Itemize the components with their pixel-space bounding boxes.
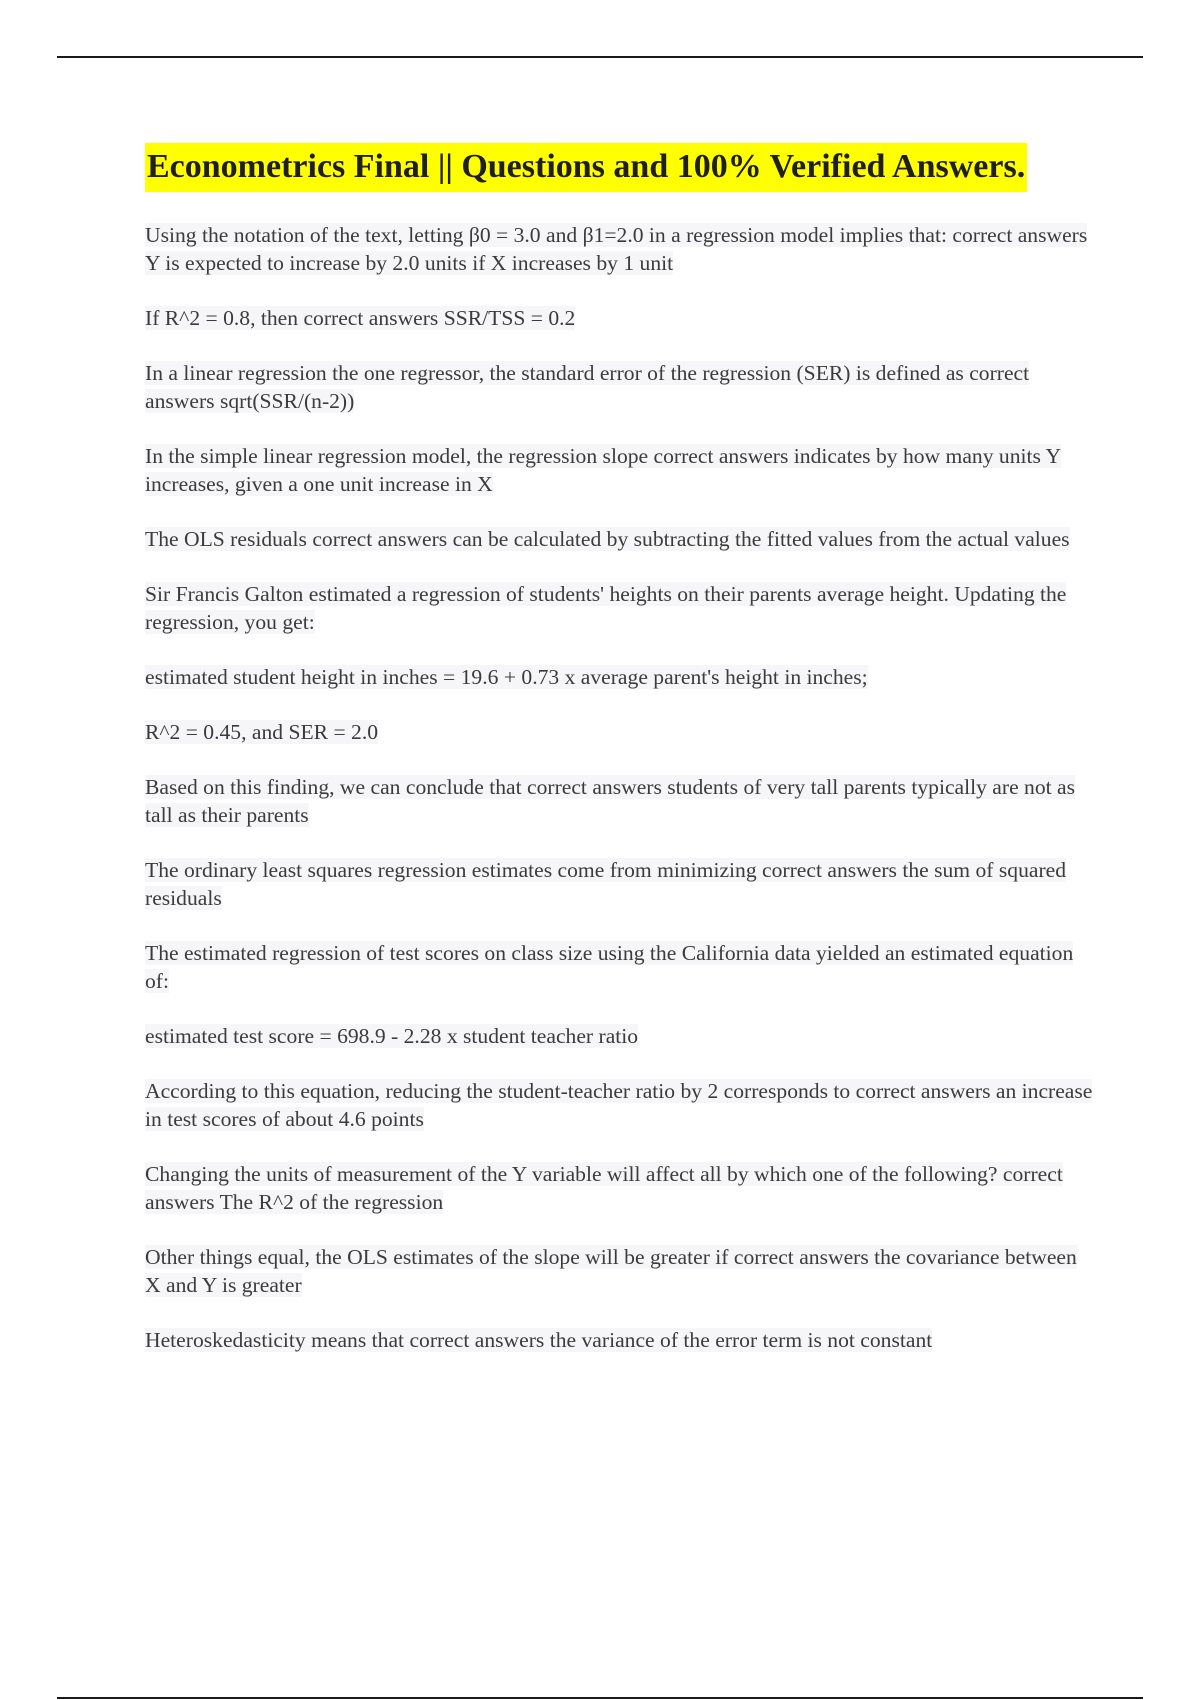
qa-list [145, 221, 1095, 1354]
bottom-horizontal-rule [57, 1697, 1143, 1699]
document-title: Econometrics Final || Questions and 100% Verified Answers. [145, 143, 1027, 192]
qa-paragraph-text: The estimated regression of test scores on class size using the California data yielded an estimated equation of: [145, 941, 1074, 994]
qa-paragraph [145, 1326, 1095, 1354]
qa-paragraph-text: Changing the units of measurement of the Y variable will affect all by which one of the following? correct answers The R^2 of the regression [145, 1162, 1063, 1215]
qa-paragraph [145, 221, 1095, 277]
qa-paragraph [145, 939, 1095, 995]
qa-paragraph-text: In a linear regression the one regressor, the standard error of the regression (SER) is defined as correct answers sqrt(SSR/(n-2)) [145, 361, 1030, 414]
qa-paragraph-text: Using the notation of the text, letting β0 = 3.0 and β1=2.0 in a regression model implies that: correct answers Y is expected to increase by 2.0 units if X increases by 1 unit [145, 223, 1088, 276]
qa-paragraph [145, 1243, 1095, 1299]
qa-paragraph-text: Other things equal, the OLS estimates of the slope will be greater if correct answers the covariance between X and Y is greater [145, 1245, 1077, 1298]
qa-paragraph-text: If R^2 = 0.8, then correct answers SSR/TSS = 0.2 [145, 306, 576, 331]
qa-paragraph [145, 580, 1095, 636]
qa-paragraph-text: In the simple linear regression model, the regression slope correct answers indicates by how many units Y increases, given a one unit increase in X [145, 444, 1062, 497]
qa-paragraph-text: Sir Francis Galton estimated a regression of students' heights on their parents average height. Updating the regression, you get: [145, 582, 1067, 635]
qa-paragraph [145, 442, 1095, 498]
qa-paragraph-text: Based on this finding, we can conclude that correct answers students of very tall parents typically are not as tall as their parents [145, 775, 1076, 828]
qa-paragraph-text: According to this equation, reducing the student-teacher ratio by 2 corresponds to correct answers an increase in test scores of about 4.6 points [145, 1079, 1093, 1132]
qa-paragraph [145, 1160, 1095, 1216]
qa-paragraph [145, 718, 1095, 746]
qa-paragraph-text: The ordinary least squares regression estimates come from minimizing correct answers the sum of squared residuals [145, 858, 1067, 911]
qa-paragraph [145, 525, 1095, 553]
qa-paragraph-text: The OLS residuals correct answers can be calculated by subtracting the fitted values from the actual values [145, 527, 1070, 552]
qa-paragraph [145, 1077, 1095, 1133]
qa-paragraph-text: estimated student height in inches = 19.6 + 0.73 x average parent's height in inches; [145, 665, 868, 690]
qa-paragraph [145, 856, 1095, 912]
qa-paragraph [145, 663, 1095, 691]
qa-paragraph [145, 359, 1095, 415]
qa-paragraph-text: estimated test score = 698.9 - 2.28 x student teacher ratio [145, 1024, 639, 1049]
qa-paragraph [145, 1022, 1095, 1050]
qa-paragraph-text: R^2 = 0.45, and SER = 2.0 [145, 720, 379, 745]
qa-paragraph [145, 773, 1095, 829]
qa-paragraph [145, 304, 1095, 332]
top-horizontal-rule [57, 56, 1143, 58]
document-body [145, 143, 1095, 1381]
qa-paragraph-text: Heteroskedasticity means that correct answers the variance of the error term is not constant [145, 1328, 933, 1353]
